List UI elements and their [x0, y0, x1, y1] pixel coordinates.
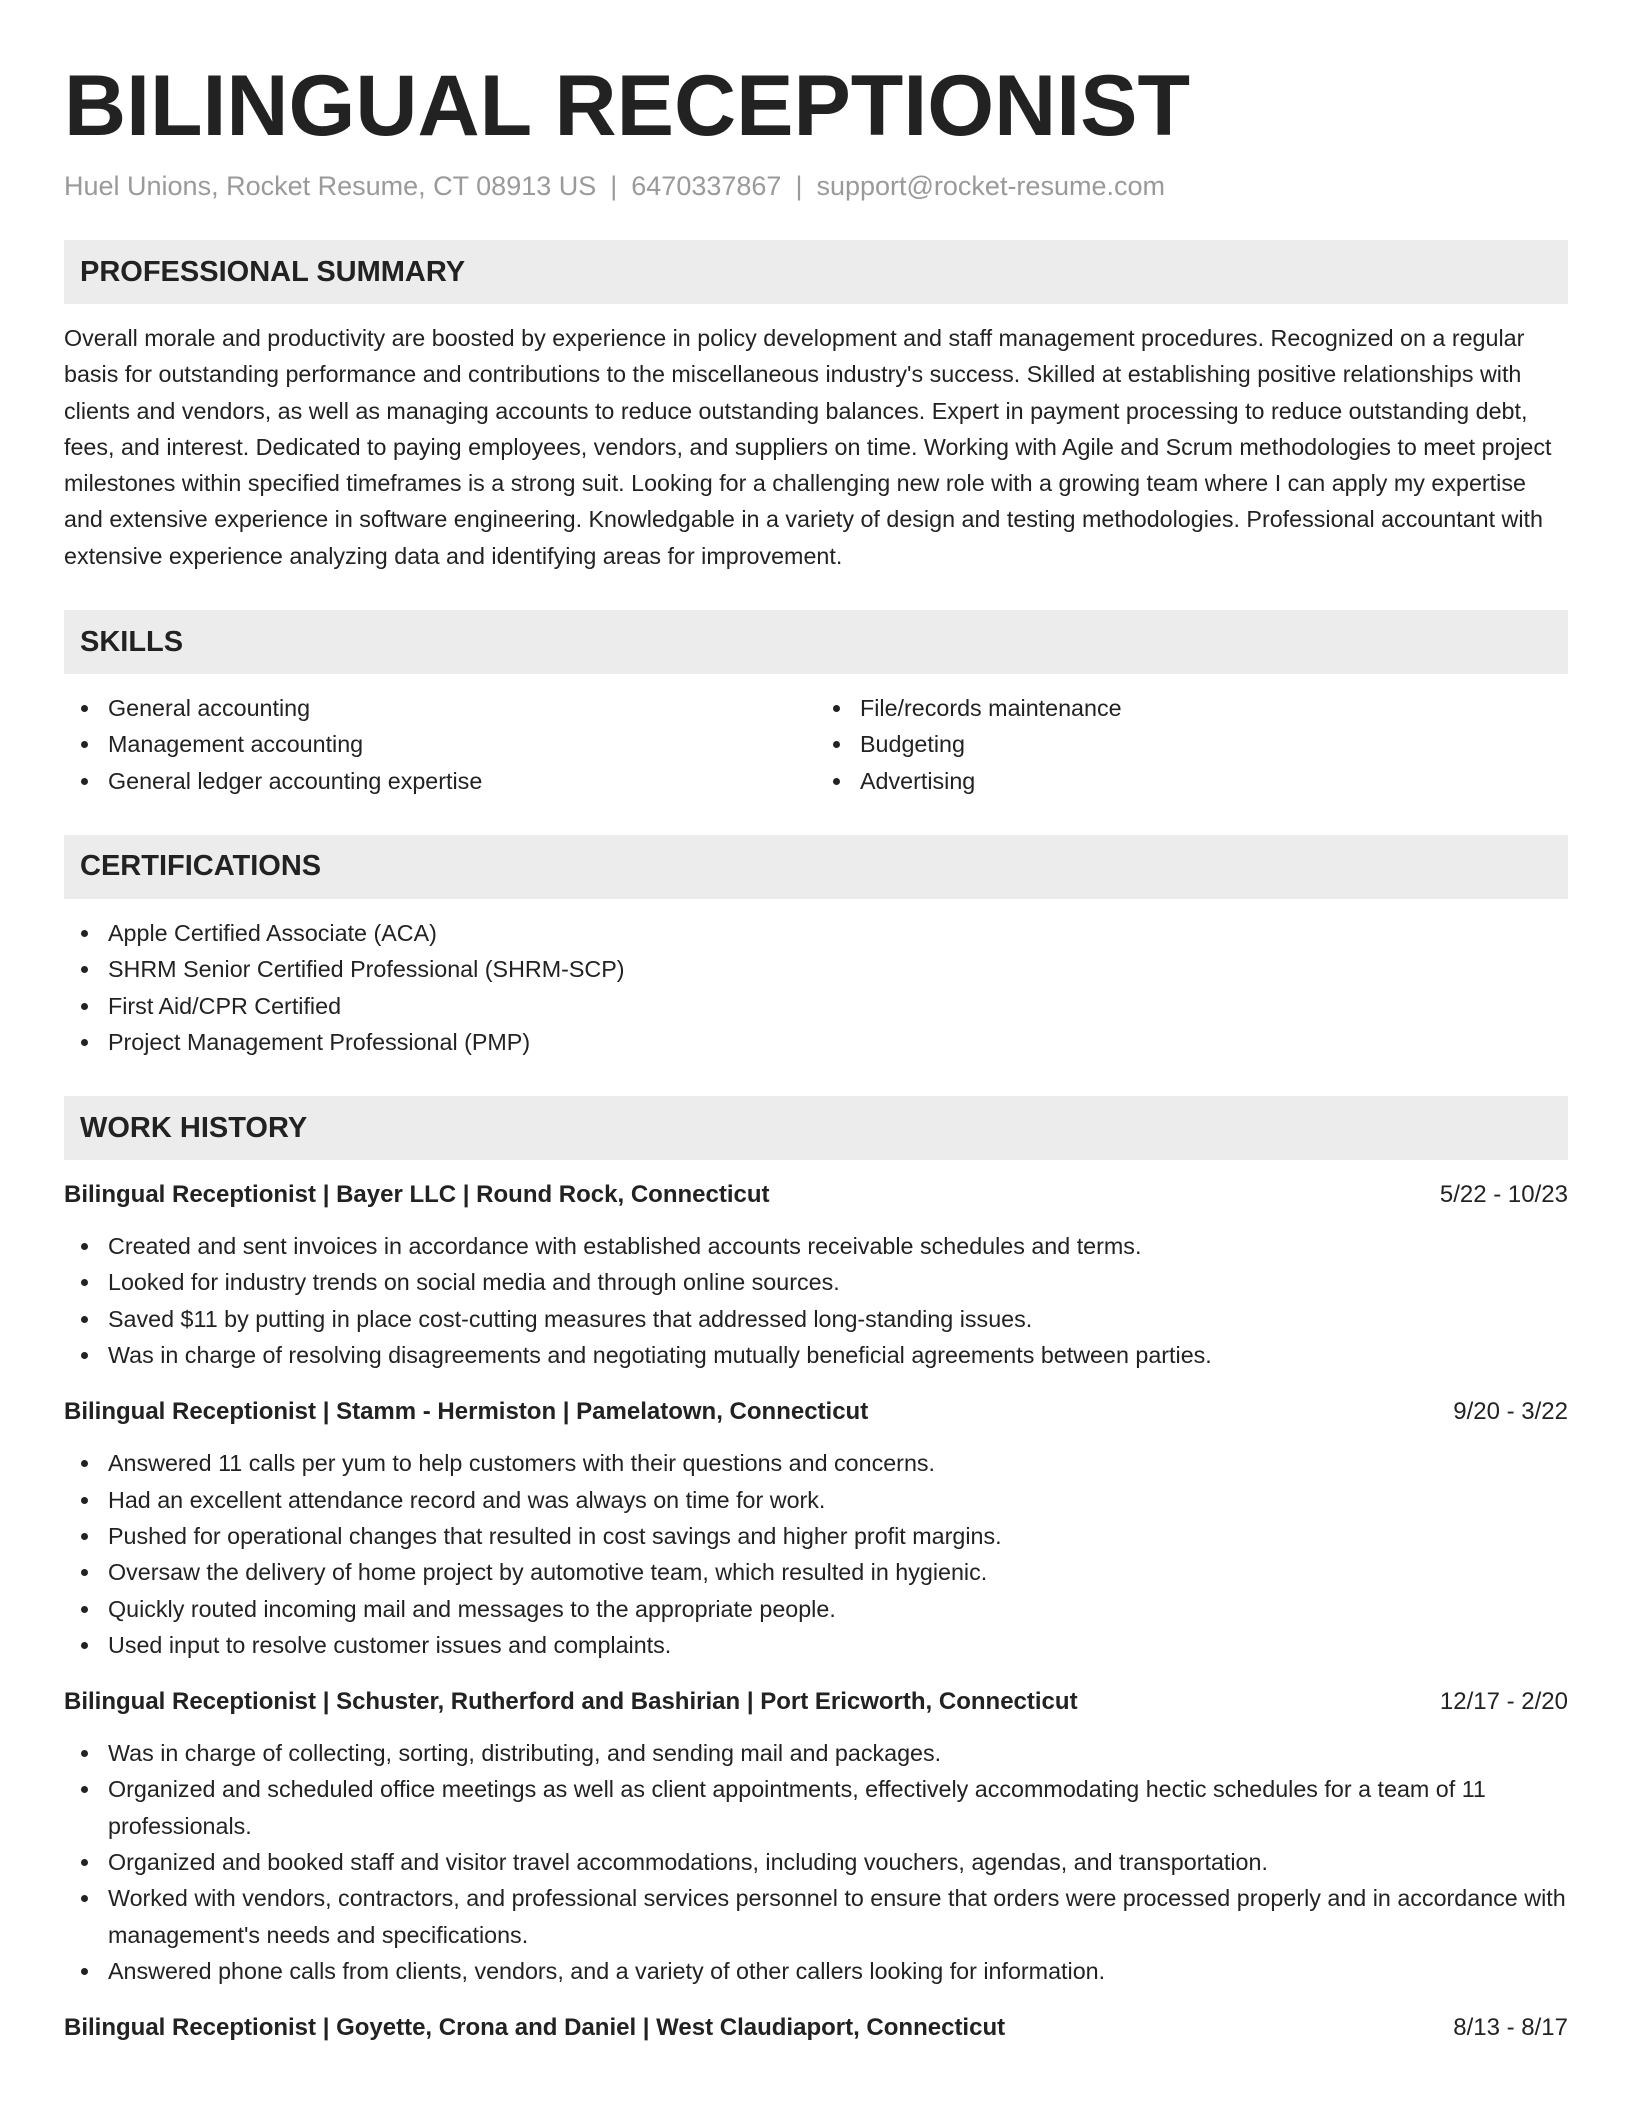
skills-column-right — [816, 690, 1568, 799]
job-bullet: Was in charge of collecting, sorting, distributing, and sending mail and packages. — [64, 1735, 1568, 1771]
skill-item: Budgeting — [816, 726, 1568, 762]
skill-item: File/records maintenance — [816, 690, 1568, 726]
job-bullet: Used input to resolve customer issues and complaints. — [64, 1627, 1568, 1663]
skill-item: General ledger accounting expertise — [64, 763, 816, 799]
job-entry — [64, 1685, 1568, 1989]
job-bullet: Quickly routed incoming mail and messages to the appropriate people. — [64, 1591, 1568, 1627]
job-entry — [64, 2011, 1568, 2045]
job-bullet: Created and sent invoices in accordance with established accounts receivable schedules and terms. — [64, 1228, 1568, 1264]
job-bullet: Was in charge of resolving disagreements and negotiating mutually beneficial agreements between parties. — [64, 1337, 1568, 1373]
contact-separator: | — [795, 171, 803, 201]
section-header-summary: PROFESSIONAL SUMMARY — [64, 240, 1568, 304]
job-dates: 8/13 - 8/17 — [1453, 2014, 1568, 2042]
job-entry — [64, 1395, 1568, 1663]
section-header-skills: SKILLS — [64, 610, 1568, 674]
job-bullet: Worked with vendors, contractors, and professional services personnel to ensure that orders were processed properly and in accordance with management's needs and specifications. — [64, 1880, 1568, 1953]
job-title: Bilingual Receptionist | Schuster, Rutherford and Bashirian | Port Ericworth, Connecticut — [64, 1688, 1078, 1716]
certification-item: Project Management Professional (PMP) — [64, 1024, 1568, 1060]
job-bullet: Answered phone calls from clients, vendors, and a variety of other callers looking for information. — [64, 1953, 1568, 1989]
contact-line — [64, 168, 1568, 204]
skills-column-left — [64, 690, 816, 799]
candidate-name: BILINGUAL RECEPTIONIST — [64, 58, 1191, 154]
job-bullet: Looked for industry trends on social media and through online sources. — [64, 1264, 1568, 1300]
job-dates: 12/17 - 2/20 — [1439, 1688, 1568, 1716]
skill-item: General accounting — [64, 690, 816, 726]
job-bullet: Organized and booked staff and visitor travel accommodations, including vouchers, agendas, and transportation. — [64, 1844, 1568, 1880]
contact-email: support@rocket-resume.com — [816, 171, 1165, 201]
job-bullet: Saved $11 by putting in place cost-cutting measures that addressed long-standing issues. — [64, 1301, 1568, 1337]
job-title: Bilingual Receptionist | Bayer LLC | Round Rock, Connecticut — [64, 1181, 770, 1209]
contact-address: Huel Unions, Rocket Resume, CT 08913 US — [64, 171, 597, 201]
skills-list — [64, 690, 1568, 799]
job-bullets — [64, 1228, 1568, 1373]
contact-separator: | — [610, 171, 618, 201]
section-header-work-history: WORK HISTORY — [64, 1096, 1568, 1160]
job-bullet: Answered 11 calls per yum to help customers with their questions and concerns. — [64, 1445, 1568, 1481]
skill-item: Advertising — [816, 763, 1568, 799]
job-title: Bilingual Receptionist | Goyette, Crona and Daniel | West Claudiaport, Connecticut — [64, 2014, 1006, 2042]
job-header — [64, 1685, 1568, 1719]
job-bullet: Pushed for operational changes that resulted in cost savings and higher profit margins. — [64, 1518, 1568, 1554]
job-title: Bilingual Receptionist | Stamm - Hermiston | Pamelatown, Connecticut — [64, 1398, 869, 1426]
certifications-list — [64, 915, 1568, 1060]
summary-text: Overall morale and productivity are boosted by experience in policy development and staff management procedures. Recognized on a regular basis for outstanding performance and contributions to the miscellaneous industry's success. Skilled at establishing positive relationships with clients and vendors, as well as managing accounts to reduce outstanding balances. Expert in payment processing to reduce outstanding debt, fees, and interest. Dedicated to paying employees, vendors, and suppliers on time. Working with Agile and Scrum methodologies to meet project milestones within specified timeframes is a strong suit. Looking for a challenging new role with a growing team where I can apply my expertise and extensive experience in software engineering. Knowledgable in a variety of design and testing methodologies. Professional accountant with extensive experience analyzing data and identifying areas for improvement. — [64, 325, 1552, 569]
job-bullet: Had an excellent attendance record and was always on time for work. — [64, 1482, 1568, 1518]
job-dates: 9/20 - 3/22 — [1453, 1398, 1568, 1426]
job-bullet: Oversaw the delivery of home project by automotive team, which resulted in hygienic. — [64, 1554, 1568, 1590]
skill-item: Management accounting — [64, 726, 816, 762]
certification-item: SHRM Senior Certified Professional (SHRM-SCP) — [64, 951, 1568, 987]
job-bullets — [64, 1735, 1568, 1989]
section-header-certifications: CERTIFICATIONS — [64, 835, 1568, 899]
contact-phone: 6470337867 — [631, 171, 782, 201]
job-dates: 5/22 - 10/23 — [1439, 1181, 1568, 1209]
job-entry — [64, 1178, 1568, 1373]
certification-item: First Aid/CPR Certified — [64, 988, 1568, 1024]
job-bullet: Organized and scheduled office meetings as well as client appointments, effectively accommodating hectic schedules for a team of 11 professionals. — [64, 1771, 1568, 1844]
job-header — [64, 1395, 1568, 1429]
job-bullets — [64, 1445, 1568, 1663]
certification-item: Apple Certified Associate (ACA) — [64, 915, 1568, 951]
job-header — [64, 1178, 1568, 1212]
job-header — [64, 2011, 1568, 2045]
